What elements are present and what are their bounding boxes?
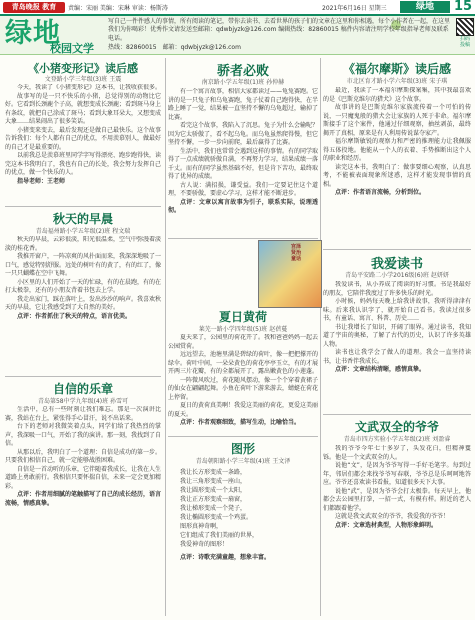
divider [323,414,471,415]
hotline: 热线：82860015 [108,43,157,51]
comment: 点评：作者抓住了秋天的特点，语言优美。 [17,312,132,320]
divider [5,206,161,207]
comment: 点评：作者观察细致，描写生动，比喻恰当。 [180,419,301,426]
issue-date: 2021年6月16日 星期三 [322,5,387,12]
paragraph: 我推开窗户，一阵凉爽的风扑面而来，我深深地吸了一口气，感觉特别舒服。远处的树叶有的黄了，有的红了，像一只只蝴蝶在空中飞舞。 [5,253,161,277]
poem-line: 它们组成了我们美丽的世界， [180,532,259,539]
poem-line: 我让椭圆形变成一个鸡蛋。 [180,514,253,521]
column-divider [320,58,321,616]
article-body [323,87,471,247]
article-body [5,84,161,204]
book-cover-image [258,240,322,308]
article-byline: 青岛朝阳路小学三年级(4)班 王文泽 [195,458,291,465]
paragraph: 以前我总是羡慕班里同学字写得漂亮、跑步跑得快，读完这本书我明白了，我也有自己的长处，我会努力发挥自己的优点，做一个快乐的人。 [5,152,161,176]
page-number: 15 [453,0,473,14]
column-divider [165,58,166,616]
paragraph: 书让我增长了知识，开阔了眼界。通过读书，我知道了宇宙的奥秘，了解了古代的历史，认识了许多英雄人物。 [323,323,471,348]
divider [168,238,318,239]
article-title: 骄者必败 [216,64,269,79]
poem-line: 我爱神奇的图形！ [180,541,229,548]
paragraph: 最近，我读了一本福尔摩斯探案集，其中我最喜欢的是《巴斯克维尔的猎犬》这个故事。 [323,87,471,103]
article-title: 文武双全的爷爷 [354,420,439,434]
paragraph: 生活中，我们也常常会遇到这样的事情。有的同学取得了一点成绩就骄傲自满，不再努力学习，结果成绩一落千丈。而有的同学虽然基础不好，但是肯下苦功，最终取得了优异的成绩。 [168,147,318,180]
paragraph: 夏天来了，公园里的荷花开了。我和爸爸妈妈一起去公园赏荷。 [168,334,318,350]
article-body [5,406,161,616]
paragraph: 台下的老师对我微笑着点头，同学们给了我热烈的掌声，我深吸一口气，开始了我的演讲。那一刻，我找到了自信。 [5,423,161,447]
article-title: 《小猪变形记》读后感 [28,62,138,75]
comment: 点评：诗歌充满童趣，想象丰富。 [180,554,271,561]
article-byline: 南京路小学五年级(1)班 孙仲赫 [201,79,285,86]
article-title: 秋天的早晨 [52,212,113,226]
paragraph: 这就是我文武双全的爷爷，我爱我的爷爷！ [335,513,450,520]
comment: 点评：作者用细腻的笔触描写了自己的成长经历，语言流畅，情感真挚。 [5,491,161,507]
article-byline: 青岛福州路小学五年级(2)班 程文瑞 [35,228,131,235]
paragraph: 福尔摩斯敏锐的观察力和严密的推理能力让我佩服得五体投地。他能从一个人的衣着、手势推断出这个人的职业和经历。 [323,138,471,162]
article-byline: 市北区育才路小学六年级(3)班 宋子琪 [346,78,448,85]
article-byline: 青岛平安路二小学2016级(6)班 赵妍妍 [345,272,449,279]
email: 邮箱：qdwbjyzk@126.com [162,43,241,51]
article-byline: 青岛第58中学九年级(4)班 孙雪可 [37,398,129,405]
newspaper-logo: 青岛晚报 教育 [3,2,65,13]
paragraph: 我的爷爷今年七十多岁了，头发花白，但精神矍铄。他是一个文武双全的人。 [323,445,471,461]
article-body [323,281,471,411]
poem-body [180,468,316,562]
article-body [5,236,161,374]
article-title: 夏日黄荷 [218,310,267,324]
paragraph: 说他“武”，是因为爷爷会打太极拳。每天早上，他都会去公园里打拳，一招一式，有模有样。附近的老人们都跟着他学。 [323,487,471,512]
poem-line: 我让三角形变成一座山， [180,478,247,485]
divider [168,436,318,437]
article-byline: 莱芜一路小学四年级(5)班 赵蓓蔓 [198,326,288,333]
article-title: 图形 [230,442,255,456]
article-title: 自信的乐章 [52,382,113,396]
editor-info: 责编：宋丽 美编：宋琳 审读：杨斯涛 [68,5,168,12]
article-title: 我爱读书 [370,257,423,272]
book-cover-text: 宫泽贤治童话 [291,244,302,262]
paragraph: 小时候，妈妈每天晚上给我讲故事，我听得津津有味。后来我认识字了，就开始自己看书。我读过很多书，有童话、寓言、科普、历史…… [323,298,471,322]
article-body [168,334,318,434]
article-body [323,445,471,616]
comment: 指导老师：王老师 [17,177,66,185]
paragraph: 秋天的早晨，云彩很淡，阳光很温柔，空气中弥漫着淡淡的桂花香。 [5,236,161,252]
paragraph: 远远望去，池塘里满是碧绿的荷叶，像一把把撑开的绿伞。荷叶中间，一朵朵黄色的荷花亭亭玉立，有的才展开两三片花瓣，有的全都展开了，露出嫩黄色的小莲蓬。 [168,351,318,375]
scan-hint: 扫码 投稿 [459,36,470,48]
banner-intro [108,18,453,52]
section-name: 绿地 [400,1,450,13]
paragraph: 一阵微风吹过，荷花随风摆动，像一个个穿着黄裙子的仙女在翩翩起舞。小鱼在荷叶下游来游去，蜻蜓在荷花上停留。 [168,376,318,401]
divider [323,249,471,250]
paragraph: 自信是一首动听的乐章，它伴随着我成长，让我在人生道路上勇敢前行。我相信只要怀揣自信，未来一定会更加精彩。 [5,465,161,490]
paragraph: 有一个寓言故事，相信大家都读过——龟兔赛跑。它讲的是一只兔子和乌龟赛跑，兔子仗着自己跑得快，在半路上睡了一觉，结果被一直坚持不懈的乌龟超过，输掉了比赛。 [168,88,318,121]
paragraph: 故事写的是一只不快乐的小猪，总觉得别的动物比它好。它看到长颈鹿个子高，就想变成长颈鹿；看到斑马身上有条纹，就把自己涂成了斑马；看到大象耳朵大，又想变成大象……结果闹出了很多笑话。 [5,92,161,125]
poem-line: 图形真神奇啊， [180,523,223,530]
paragraph: 古人说：满招损，谦受益。我们一定要记住这个道理，不要骄傲，要虚心学习，这样才能不断进步。 [168,181,318,197]
comment: 点评：文章选材典型，人物形象鲜明。 [335,521,438,529]
paragraph: 说他“文”，是因为爷爷写得一手好毛笔字。每到过年，邻居们都会来找爷爷写春联，爷爷总是乐呵呵地答应。爷爷还喜欢读书看报，知道很多天下大事。 [323,462,471,486]
poem-line: 我让圆形变成一个太阳， [180,487,247,494]
paragraph: 我爱读书，从小养成了阅读的好习惯。书是我最好的朋友，它陪伴我度过了许多快乐的时光。 [323,281,471,297]
paragraph: 读完这本书，我明白了：做事要细心观察，认真思考，不能被表面现象所迷惑，这样才能发现事情的真相。 [323,163,471,188]
poem-line: 我让梯形变成一个凳子， [180,505,247,512]
article-title: 《福尔摩斯》读后感 [342,62,451,76]
comment: 点评：作者语言流畅，分析到位。 [335,189,426,196]
paragraph: 读书也让我学会了做人的道理。我会一直坚持读书，让书香伴我成长。 [323,349,471,365]
qr-code-icon [456,18,474,36]
paragraph: 夏日的黄荷真美啊！我爱这美丽的荷花，更爱这美丽的夏天。 [168,402,318,418]
paragraph: 看完这个故事，我陷入了沉思。兔子为什么会输呢？因为它太骄傲了，看不起乌龟。而乌龟虽然爬得慢，但它坚持不懈，一步一步向前爬，最后赢得了比赛。 [168,122,318,146]
paragraph: 今天，我读了《小猪变形记》这本书，让我收获很多。 [17,84,161,91]
intro-text: 写自己一件件感人的事情，所有阅读的笔记，带你去读书、去看世界的孩子们的文章在这里和你相遇，每个小作者在一起，在这里我们为你喝彩！优秀作文请发送至邮箱：qdwbjyzk@126.com 编辑热线：82860015 稿件内容请注明学校年级指导老师及联系电话。 [108,18,451,42]
paragraph: 小区里的人们开始了一天的忙碌，有的在晨跑，有的在打太极拳，还有的小朋友背着书包去上学。 [5,278,161,294]
paragraph: 从那以后，我明白了一个道理：自信是成功的第一步。只要我们相信自己，就一定能够战胜困难。 [5,448,161,464]
article-byline: 文登路小学三年级(3)班 王震 [44,76,122,83]
paragraph: 故事讲的是巴斯克维尔家族流传着一个可怕的传说，一只魔鬼般的猎犬会让家族的人死于非命。福尔摩斯接手了这个案件，他通过仔细观察，抽丝剥茧，最终揭开了真相，原来是有人利用传说谋夺家产。 [323,104,471,137]
paragraph: 生活中，总有一些时刻让我们难忘。那是一次演讲比赛，我站在台上，紧张得手心冒汗，说不出话来。 [5,406,161,422]
article-byline: 青岛市四方实验小学五年级(2)班 刘盈睿 [343,436,451,443]
paragraph: 我走出家门，踩在落叶上，发出沙沙的响声。我喜欢秋天的早晨，它让我感受到了大自然的美好。 [5,295,161,311]
poem-line: 我让正方形变成一扇窗， [180,496,247,503]
comment: 点评：文章以寓言故事为引子，联系实际，说理透彻。 [168,198,318,214]
comment: 点评：文章结构清晰，感情真挚。 [335,366,426,373]
banner-title: 绿地 [5,18,61,49]
poem-line: 我让长方形变成一条路， [180,469,247,476]
banner-subtitle: 校园文学 [50,42,94,55]
divider [5,376,161,377]
paragraph: 小猪变来变去，最后发现还是做自己最快乐。这个故事告诉我们：每个人都有自己的优点，不用羡慕别人，做最好的自己才是最重要的。 [5,126,161,151]
article-body [168,88,318,236]
